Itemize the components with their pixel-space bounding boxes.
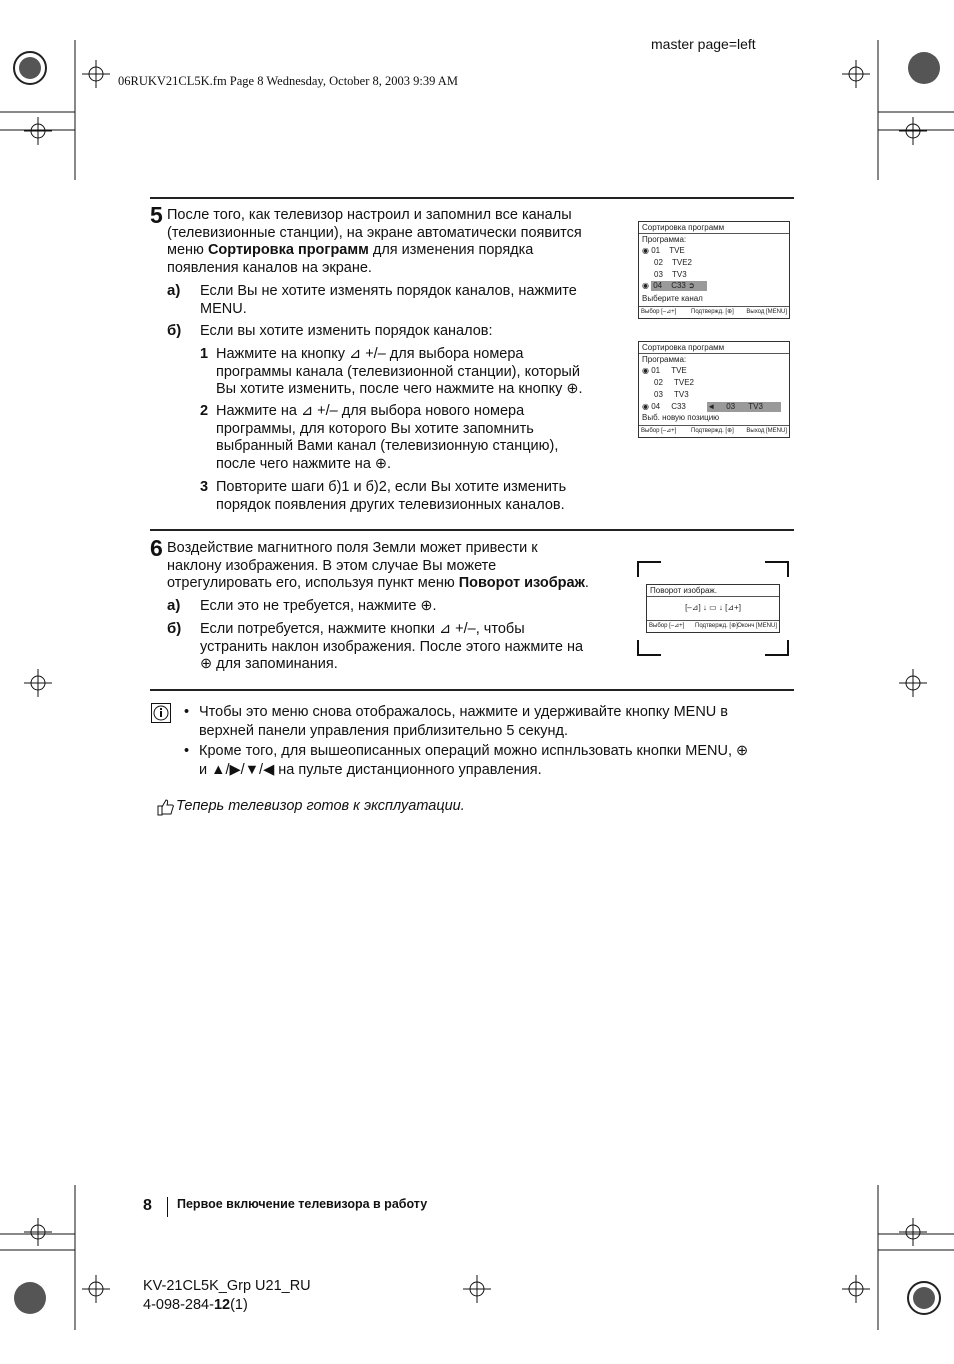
osd-subtitle: Программа:: [642, 355, 687, 364]
osd-title: Сортировка программ: [639, 222, 789, 234]
master-page-label: master page=left: [651, 36, 756, 52]
note-bullet: Кроме того, для вышеописанных операций можно испнльзовать кнопки MENU, ⊕ и ▲/▶/▼/◀ на пульте дистанционного управления.: [199, 743, 749, 778]
osd-program-sort-2: [638, 341, 790, 438]
screen-corner: [765, 561, 789, 577]
footer-divider: [167, 1197, 168, 1217]
option-a-label: а): [167, 597, 181, 614]
osd-rotation-control: [–⊿] ↓ ▭ ↓ [⊿+]: [685, 603, 741, 612]
osd-row-selected: ◉ 04 C33 ➲: [642, 281, 707, 291]
option-a-text: Если Вы не хотите изменять порядок каналов, нажмите MENU.: [200, 283, 577, 317]
info-icon: [151, 703, 171, 723]
osd-row-moving: ◉ 04 C33 ◄ 03 TV3: [642, 402, 781, 412]
screen-corner: [637, 640, 661, 656]
step6-intro: Воздействие магнитного поля Земли может привести к наклону изображения. В этом случае Вы можете отрегулировать его, используя пункт меню Поворот изображ.: [167, 540, 589, 591]
option-b-label: б): [167, 620, 182, 637]
osd-title: Поворот изображ.: [647, 585, 779, 597]
step5-intro: После того, как телевизор настроил и запомнил все каналы (телевизионные станции), на экране автоматически появится меню Сортировка программ для изменения порядка появления каналов на экране.: [167, 207, 582, 276]
screen-corner: [637, 561, 661, 577]
osd-row: ◉ 01 TVE: [642, 246, 685, 255]
substep-text: Нажмите на ⊿ +/– для выбора нового номера программы, для которого Вы хотите запомнить выбранный Вами канал (телевизионную станцию), после чего нажмите на ⊕.: [216, 403, 559, 472]
substep-text: Повторите шаги б)1 и б)2, если Вы хотите изменить порядок появления других телевизионных каналов.: [216, 479, 567, 513]
note-bullet: Чтобы это меню снова отображалось, нажмите и удерживайте кнопку MENU в верхней панели управления приблизительно 5 секунд.: [199, 704, 728, 739]
ready-message: Теперь телевизор готов к эксплуатации.: [176, 798, 465, 814]
substep-number: 3: [200, 479, 209, 495]
osd-row: 03 TV3: [654, 270, 687, 279]
osd-rotation: [646, 584, 780, 633]
osd-row: 02 TVE2: [654, 258, 693, 267]
osd-row: 02 TVE2: [654, 378, 695, 387]
substep-number: 1: [200, 346, 209, 362]
screen-corner: [765, 640, 789, 656]
osd-row: 03 TV3: [654, 390, 689, 399]
section-rule: [150, 197, 794, 199]
osd-footer: Выбор [–⊿+] Подтвержд. [⊕] Оконч [MENU]: [647, 620, 779, 632]
osd-title: Сортировка программ: [639, 342, 789, 354]
step-number: 5: [150, 202, 163, 228]
bullet-dot: •: [184, 704, 190, 720]
osd-prompt: Выберите канал: [642, 294, 703, 303]
section-rule: [150, 689, 794, 691]
section-title: Первое включение телевизора в работу: [177, 1197, 428, 1211]
osd-footer: Выбор [–⊿+] Подтвержд. [⊕] Выход [MENU]: [639, 306, 789, 318]
option-a-text: Если это не требуется, нажмите ⊕.: [200, 598, 437, 614]
model-info: KV-21CL5K_Grp U21_RU 4-098-284-12(1): [143, 1278, 311, 1313]
substep-text: Нажмите на кнопку ⊿ +/– для выбора номера программы канала (телевизионной станции), который Вы хотите изменить, после чего нажмите на кнопку ⊕.: [216, 346, 583, 397]
option-b-text: Если потребуется, нажмите кнопки ⊿ +/–, чтобы устранить наклон изображения. После этого нажмите на ⊕ для запоминания.: [200, 621, 584, 672]
section-rule: [150, 529, 794, 531]
osd-footer: Выбор [–⊿+] Подтвержд. [⊕] Выход [MENU]: [639, 425, 789, 437]
osd-row: ◉ 01 TVE: [642, 366, 687, 375]
step-number: 6: [150, 535, 163, 561]
osd-program-sort-1: [638, 221, 790, 319]
page-number: 8: [143, 1197, 152, 1214]
option-b-label: б): [167, 322, 182, 339]
substep-number: 2: [200, 403, 209, 419]
option-a-label: а): [167, 282, 181, 299]
osd-subtitle: Программа:: [642, 235, 687, 244]
osd-prompt: Выб. новую позицию: [642, 413, 720, 422]
option-b-text: Если вы хотите изменить порядок каналов:: [200, 323, 493, 339]
bullet-dot: •: [184, 743, 190, 759]
file-info-line: 06RUKV21CL5K.fm Page 8 Wednesday, October 8, 2003 9:39 AM: [118, 74, 458, 88]
thumbs-up-icon: [155, 797, 175, 822]
